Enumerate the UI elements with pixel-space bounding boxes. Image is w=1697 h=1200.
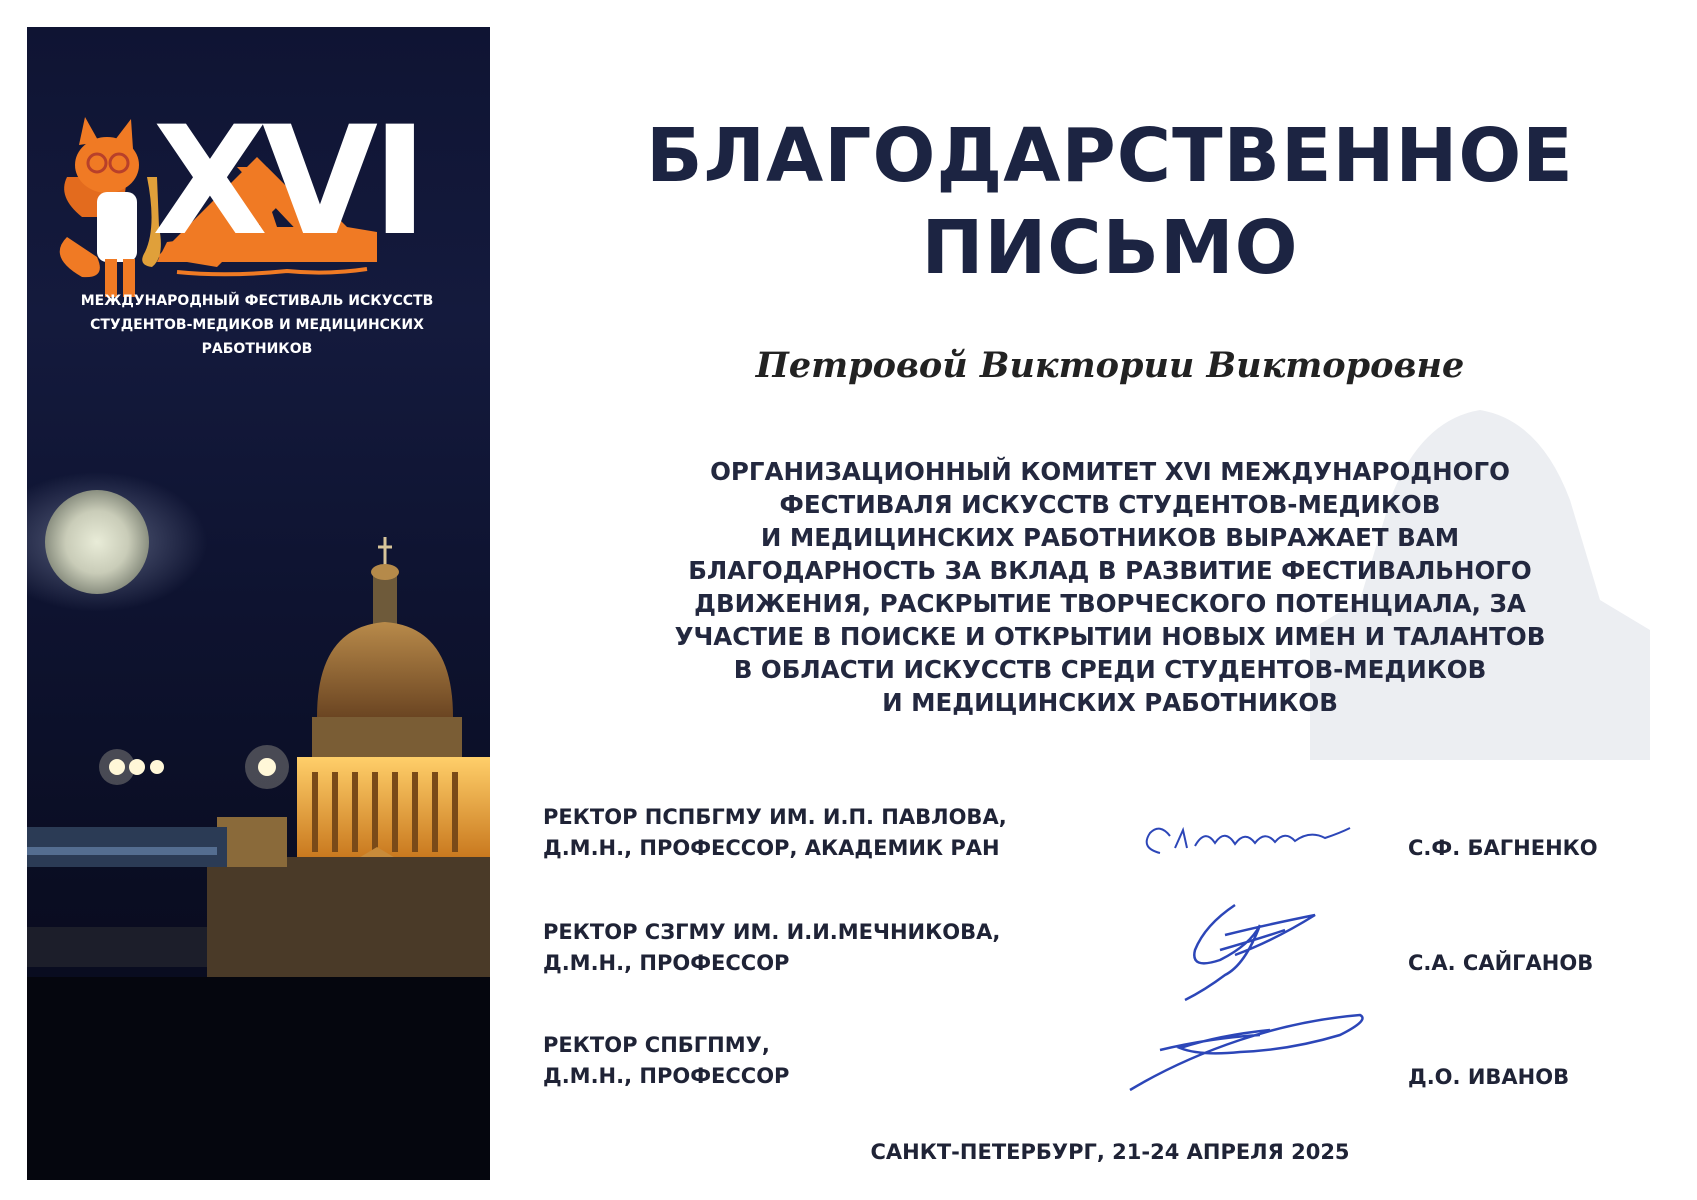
city-lights xyxy=(99,745,289,789)
body-line: ОРГАНИЗАЦИОННЫЙ КОМИТЕТ XVI МЕЖДУНАРОДНОГО xyxy=(710,457,1510,486)
signatory-name-bagnenko: С.Ф. БАГНЕНКО xyxy=(1408,836,1598,860)
title-line: БЛАГОДАРСТВЕННОЕ xyxy=(646,113,1574,199)
body-line: БЛАГОДАРНОСТЬ ЗА ВКЛАД В РАЗВИТИЕ ФЕСТИВАЛЬНОГО xyxy=(688,556,1532,585)
festival-panel xyxy=(27,27,490,1180)
festival-line: РАБОТНИКОВ xyxy=(201,341,313,357)
festival-line: МЕЖДУНАРОДНЫЙ ФЕСТИВАЛЬ ИСКУССТВ xyxy=(80,293,434,309)
signature-sayganov xyxy=(1165,895,1345,1005)
moon xyxy=(45,490,149,594)
body-line: ДВИЖЕНИЯ, РАСКРЫТИЕ ТВОРЧЕСКОГО ПОТЕНЦИАЛА, ЗА xyxy=(694,589,1526,618)
signatory-name-sayganov: С.А. САЙГАНОВ xyxy=(1408,951,1594,975)
body-line: УЧАСТИЕ В ПОИСКЕ И ОТКРЫТИИ НОВЫХ ИМЕН И ТАЛАНТОВ xyxy=(674,622,1546,651)
page-title xyxy=(560,110,1660,294)
place-and-date: САНКТ-ПЕТЕРБУРГ, 21-24 АПРЕЛЯ 2025 xyxy=(870,1140,1350,1164)
signature-ivanov xyxy=(1120,990,1380,1100)
body-line: И МЕДИЦИНСКИХ РАБОТНИКОВ xyxy=(882,688,1338,717)
signatory-role-ivanov: РЕКТОР СПБГПМУ, Д.М.Н., ПРОФЕССОР xyxy=(543,1033,790,1088)
festival-name xyxy=(57,289,457,361)
recipient-name: Петровой Виктории Викторовне xyxy=(755,345,1465,386)
body-line: В ОБЛАСТИ ИСКУССТВ СРЕДИ СТУДЕНТОВ-МЕДИКОВ xyxy=(733,655,1487,684)
signatory-role-bagnenko: РЕКТОР ПСПБГМУ ИМ. И.П. ПАВЛОВА, Д.М.Н., ПРОФЕССОР, АКАДЕМИК РАН xyxy=(543,805,1007,860)
festival-line: СТУДЕНТОВ-МЕДИКОВ И МЕДИЦИНСКИХ xyxy=(90,317,424,333)
signatory-name-ivanov: Д.О. ИВАНОВ xyxy=(1408,1065,1570,1089)
xvi-numeral: XVI xyxy=(152,95,422,269)
body-line: И МЕДИЦИНСКИХ РАБОТНИКОВ ВЫРАЖАЕТ ВАМ xyxy=(760,523,1460,552)
signature-bagnenko xyxy=(1135,808,1365,868)
title-line: ПИСЬМО xyxy=(921,205,1299,291)
gratitude-text xyxy=(540,455,1680,719)
signatory-role-sayganov: РЕКТОР СЗГМУ ИМ. И.И.МЕЧНИКОВА, Д.М.Н., ПРОФЕССОР xyxy=(543,920,1001,975)
body-line: ФЕСТИВАЛЯ ИСКУССТВ СТУДЕНТОВ-МЕДИКОВ xyxy=(779,490,1441,519)
